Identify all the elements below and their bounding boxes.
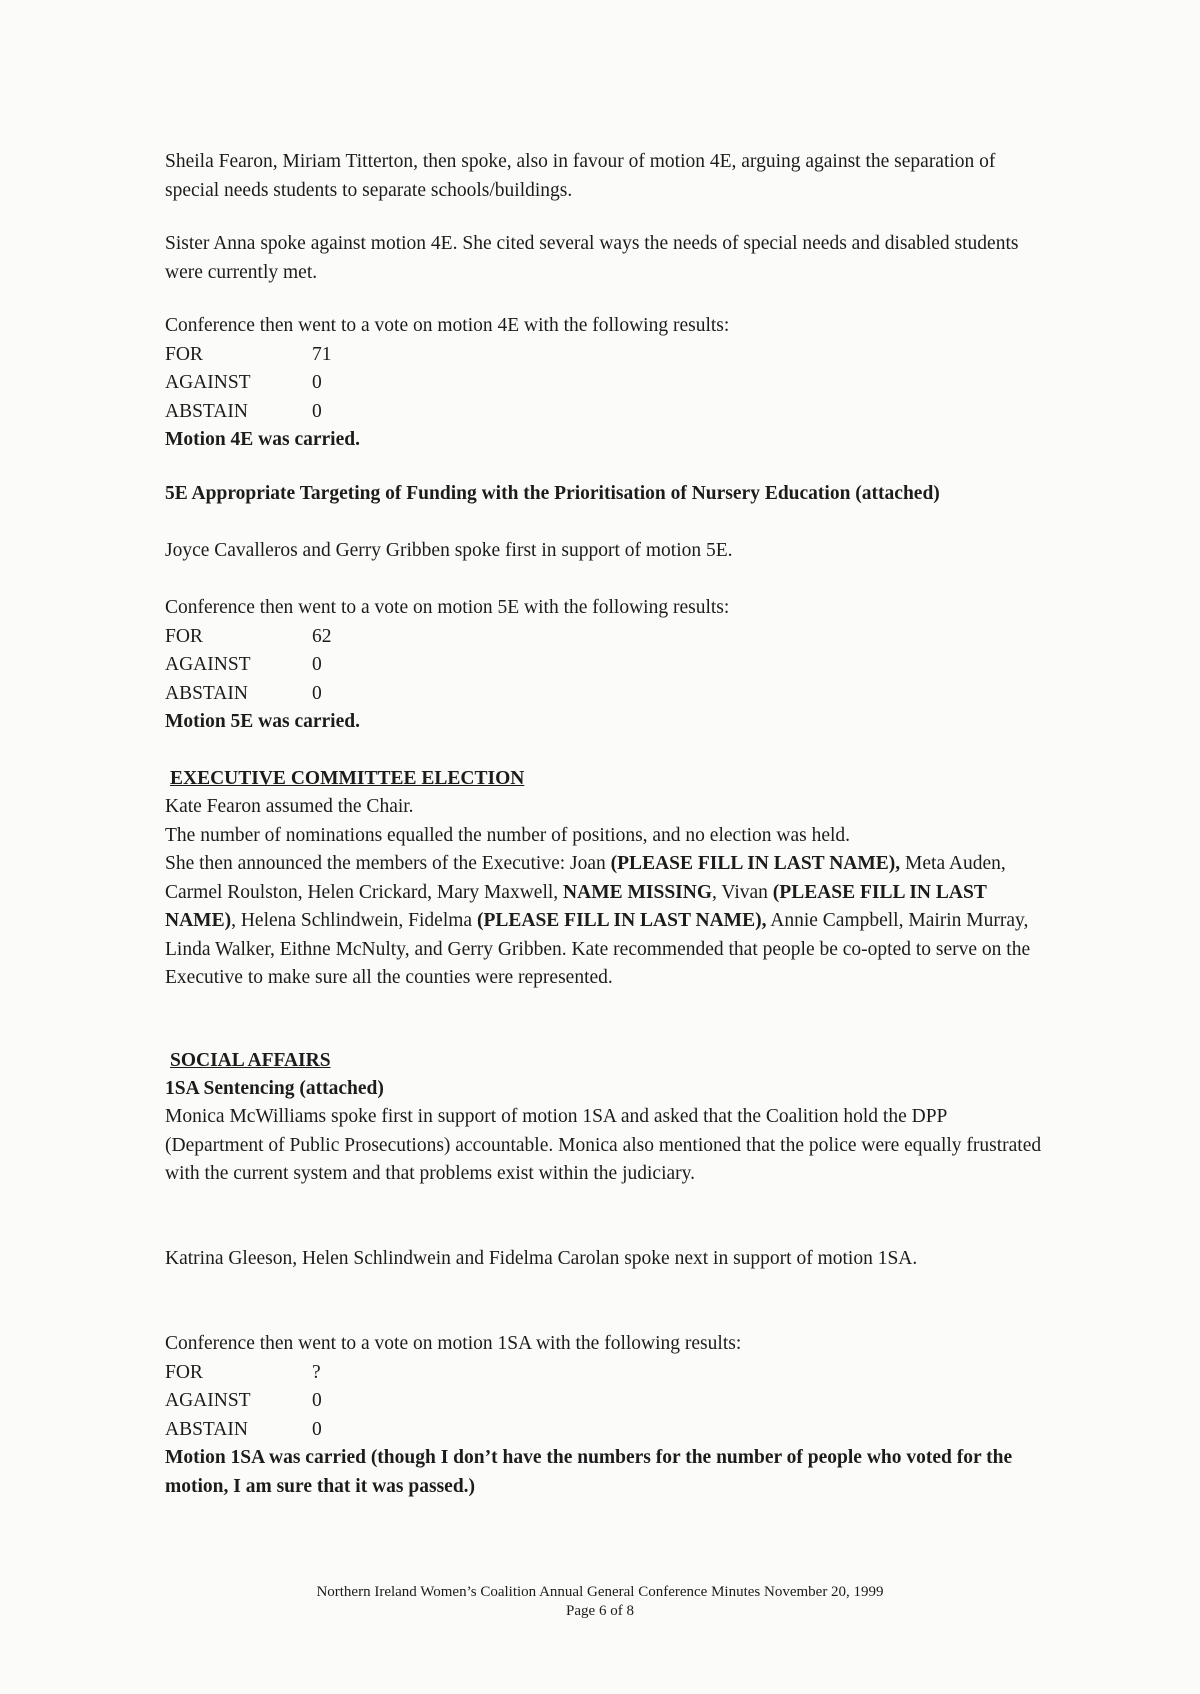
vote-label-for: FOR (165, 1361, 203, 1383)
vote-label-abstain: ABSTAIN (165, 1418, 248, 1440)
vote-value-abstain: 0 (312, 1418, 322, 1440)
vote-label-abstain: ABSTAIN (165, 682, 248, 704)
placeholder-last-name-joan: (PLEASE FILL IN LAST NAME), (610, 853, 901, 874)
placeholder-last-name-vivan: (PLEASE FILL IN LAST NAME) (165, 881, 987, 931)
vote-label-for: FOR (165, 625, 203, 647)
vote-label-against: AGAINST (165, 654, 251, 675)
footer-title: Northern Ireland Women’s Coalition Annual General Conference Minutes November 20, 1999 (316, 1584, 884, 1600)
vote-value-against: 0 (312, 654, 322, 675)
vote-value-for: ? (312, 1361, 321, 1383)
vote-label-against: AGAINST (165, 372, 251, 393)
vote-row-for (165, 341, 729, 370)
executive-line-chair: Kate Fearon assumed the Chair. (165, 796, 414, 817)
vote-block-1sa (165, 1330, 1045, 1501)
vote-value-for: 62 (312, 625, 332, 647)
placeholder-name-missing: NAME MISSING (563, 881, 713, 903)
page-footer (0, 1583, 1200, 1621)
vote-row-against (165, 369, 729, 398)
vote-result-1sa: Motion 1SA was carried (though I don’t have the numbers for the number of people who voted for the motion, I am sure that it was passed.) (165, 1447, 1013, 1497)
executive-line-nominations: The number of nominations equalled the number of positions, and no election was held. (165, 824, 851, 846)
paragraph-monica-mcwilliams: Monica McWilliams spoke first in support of motion 1SA and asked that the Coalition hold the DPP (Department of Public Prosecutions) accountable. Monica also mentioned that the police were equally frustrated with the current system and that problems exist within the judiciary. (165, 1106, 1042, 1184)
vote-row-for (165, 1359, 1045, 1388)
vote-label-for: FOR (165, 343, 203, 365)
vote-result-5e: Motion 5E was carried. (165, 711, 360, 732)
vote-value-abstain: 0 (312, 400, 322, 422)
executive-text-2: Meta Auden, Carmel Roulston, Helen Crickard, Mary Maxwell, (165, 853, 1006, 903)
motion-heading-5e: 5E Appropriate Targeting of Funding with the Prioritisation of Nursery Education (attached) (165, 483, 940, 504)
vote-row-against (165, 1387, 1045, 1416)
vote-value-against: 0 (312, 1390, 322, 1411)
vote-block-5e (165, 594, 729, 737)
vote-row-against (165, 651, 729, 680)
executive-text-1: She then announced the members of the Executive: Joan (165, 853, 611, 874)
vote-result-4e: Motion 4E was carried. (165, 429, 360, 450)
section-heading-social-affairs: SOCIAL AFFAIRS (170, 1050, 331, 1071)
motion-heading-1sa: 1SA Sentencing (attached) (165, 1078, 384, 1099)
vote-row-abstain (165, 1416, 1045, 1445)
paragraph-gleeson-schlindwein-carolan: Katrina Gleeson, Helen Schlindwein and Fidelma Carolan spoke next in support of motion 1SA. (165, 1248, 918, 1269)
vote-value-abstain: 0 (312, 682, 322, 704)
vote-label-abstain: ABSTAIN (165, 400, 248, 422)
vote-row-for (165, 623, 729, 652)
executive-text-5: Annie Campbell, Mairin Murray, Linda Walker, Eithne McNulty, and Gerry Gribben. Kate recommended that people be co-opted to serve on the Executive to make sure all the counties were represented. (165, 910, 1031, 988)
vote-label-against: AGAINST (165, 1390, 251, 1411)
section-heading-executive: EXECUTIVE COMMITTEE ELECTION (170, 768, 525, 789)
executive-text-3: , Vivan (712, 881, 773, 903)
vote-intro-4e: Conference then went to a vote on motion 4E with the following results: (165, 315, 730, 336)
executive-election-text (165, 793, 1045, 993)
placeholder-last-name-fidelma: (PLEASE FILL IN LAST NAME), (476, 910, 767, 931)
vote-value-for: 71 (312, 343, 332, 365)
executive-text-4: , Helena Schlindwein, Fidelma (231, 910, 477, 931)
vote-row-abstain (165, 398, 729, 427)
vote-block-4e (165, 312, 729, 455)
vote-value-against: 0 (312, 372, 322, 393)
vote-intro-1sa: Conference then went to a vote on motion 1SA with the following results: (165, 1333, 742, 1354)
vote-intro-5e: Conference then went to a vote on motion 5E with the following results: (165, 597, 730, 618)
paragraph-motion-5e: Joyce Cavalleros and Gerry Gribben spoke first in support of motion 5E. (165, 540, 733, 561)
executive-members-paragraph (165, 850, 1045, 993)
footer-page-number: Page 6 of 8 (566, 1603, 634, 1619)
paragraph-sister-anna: Sister Anna spoke against motion 4E. She cited several ways the needs of special needs and disabled students were currently met. (165, 233, 1019, 283)
vote-row-abstain (165, 680, 729, 709)
paragraph-fearon-titterton: Sheila Fearon, Miriam Titterton, then spoke, also in favour of motion 4E, arguing against the separation of special needs students to separate schools/buildings. (165, 151, 996, 201)
